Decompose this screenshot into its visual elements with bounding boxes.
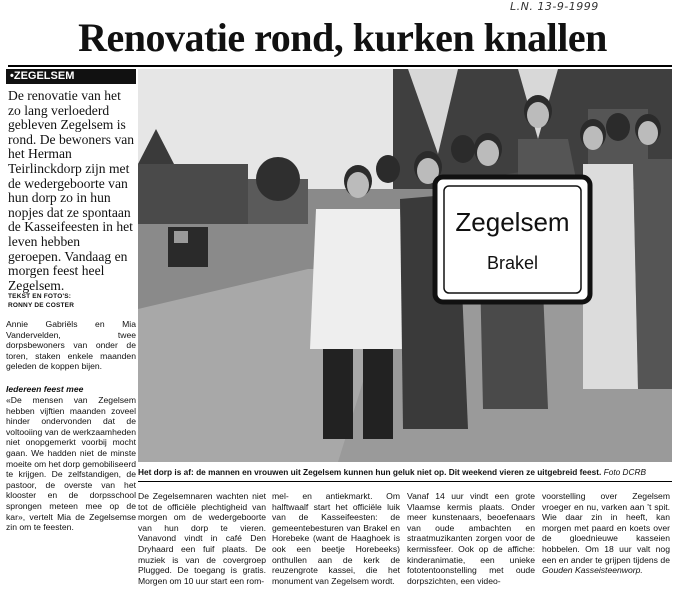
event-name: Gouden Kasseisteenworp. xyxy=(542,565,643,576)
sidebar-quote-paragraph: «De mensen van Zegelsem hebben vijftien maanden zoveel hinder ondervonden dat de voltooiing van de werkzaamheden niet onopgemerkt voorbij mocht gaan. We hadden niet de minste moeite om het dorp gemobiliseerd te krijgen. De zelfstandigen, de pastoor, de overste van het klooster en de dorpsschool sprongen meteen mee op de kar», vertelt Mia de Zegelsemse zin om te feesten. xyxy=(6,395,136,533)
sign-town-name: Zegelsem xyxy=(455,207,570,237)
article-column-2: mel- en antiekmarkt. Om halftwaalf start het officiële luik van de Kasseifeesten: de gemeentebesturen van Brakel en Horebeke (want de Haaghoek is ook een beetje Horebeeks) onthullen aan de kerk de reuzengrote kassei, die het monument van Zegelsem wordt. xyxy=(272,491,400,586)
headline: Renovatie rond, kurken knallen xyxy=(78,15,607,60)
handwritten-date-note: L.N. 13-9-1999 xyxy=(510,0,599,13)
photo-credit: Foto DCRB xyxy=(603,467,647,477)
intro-paragraph: De renovatie van het zo lang verloederd gebleven Zegelsem is rond. De bewoners van het Herman Teirlinckdorp zijn met de wedergeboorte van hun dorp zo in hun nopjes dat ze spontaan de Kasseifeesten in het leven hebben geroepen. Vandaag en morgen feest heel Zegelsem. xyxy=(8,88,135,293)
article-column-4 xyxy=(542,491,670,591)
credit-line-1: TEKST EN FOTO'S: xyxy=(8,293,72,300)
location-kicker: •ZEGELSEM xyxy=(6,69,136,84)
sidebar-paragraph: Annie Gabriëls en Mia Vandervelden, twee dorpsbewoners van onder de toren, staken enkele maanden geleden de koppen bijen. xyxy=(6,319,136,372)
credit-line-2: RONNY DE COSTER xyxy=(8,302,75,309)
byline-credit xyxy=(8,292,136,314)
article-column-3: Vanaf 14 uur vindt een grote Vlaamse kermis plaats. Onder meer kunstenaars, beoefenaars van oude ambachten en straatmuzikanten zorgen voor de kermissfeer. Ook op de affiche: kinderanimatie, een unieke fototentoonstelling met oude dorpszichten, een video- xyxy=(407,491,535,586)
article-column-4-text: voorstelling over Zegelsem vroeger en nu, varken aan 't spit. Wie daar zin in heeft, kan morgen met paard en koets over de gloednieuwe kasseien hobbelen. Om 18 uur valt nog een en ander te grijpen tijdens de xyxy=(542,491,670,565)
sign-municipality-name: Brakel xyxy=(486,253,539,273)
caption-rule xyxy=(138,481,672,482)
caption-text: Het dorp is af: de mannen en vrouwen uit Zegelsem kunnen hun geluk niet op. Dit weekend vieren ze uitgebreid feest. xyxy=(138,467,602,477)
news-photo xyxy=(138,69,672,462)
article-column-1: De Zegelsemnaren wachten niet tot de officiële plechtigheid van morgen om de wedergeboorte van hun dorp te vieren. Vanavond vindt in café Den Dryhaard een fuif plaats. De muziek is van de covergroep Plugged. De toegang is gratis. Morgen om 10 uur start een rom- xyxy=(138,491,266,586)
headline-rule xyxy=(8,65,672,67)
photo-illustration xyxy=(138,69,672,462)
sidebar xyxy=(6,69,136,533)
photo-caption xyxy=(138,465,672,479)
subheading: Iedereen feest mee xyxy=(6,384,84,394)
